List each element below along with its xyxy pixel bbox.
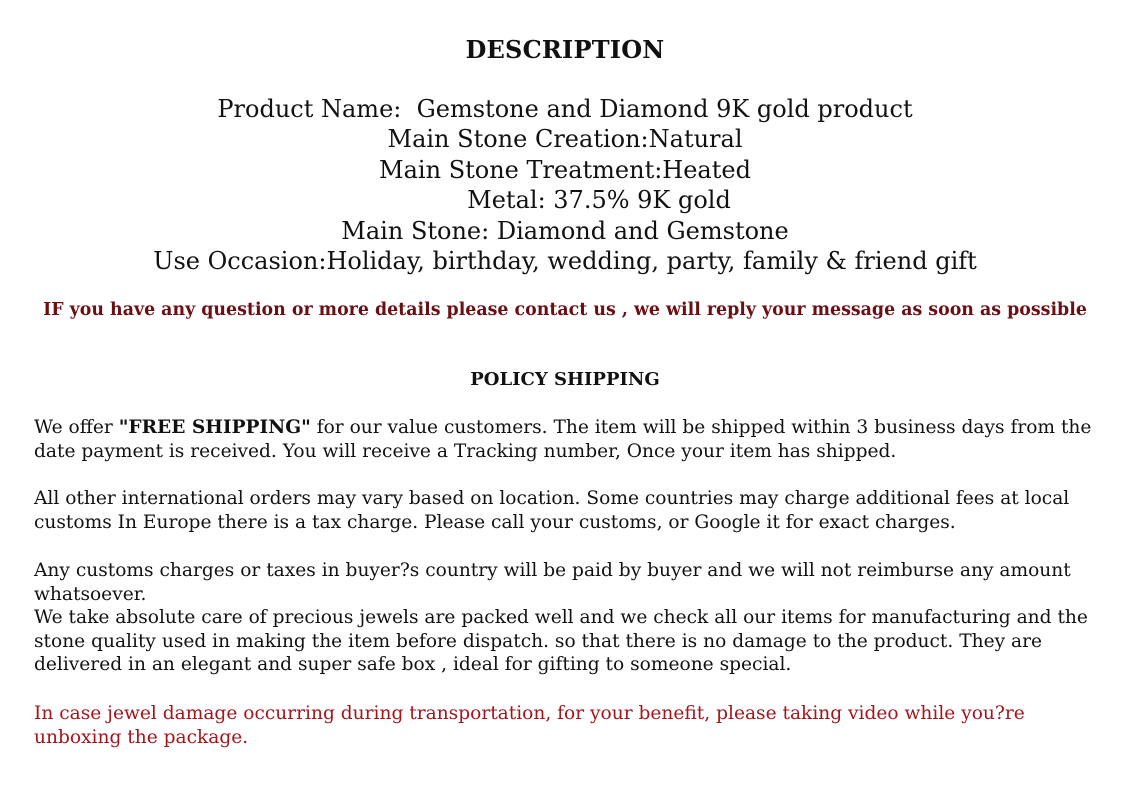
product-specs — [0, 94, 1130, 276]
international-orders-paragraph: All other international orders may vary based on location. Some countries may charge additional fees at local customs In Europe there is a tax charge. Please call your customs, or Google it for exact charges. — [34, 488, 1070, 533]
contact-note: IF you have any question or more details please contact us , we will reply your message as soon as possible — [43, 300, 1087, 320]
policy-shipping-heading: POLICY SHIPPING — [470, 369, 660, 390]
free-shipping-highlight: "FREE SHIPPING" — [118, 417, 311, 438]
description-heading: DESCRIPTION — [465, 35, 665, 64]
spec-use-occasion: Use Occasion:Holiday, birthday, wedding, party, family & friend gift — [153, 247, 977, 276]
packaging-care-paragraph: We take absolute care of precious jewels are packed well and we check all our items for manufacturing and the stone quality used in making the item before dispatch. so that there is no damage to the product. They are delivered in an elegant and super safe box , ideal for gifting to someone special. — [34, 607, 1088, 676]
spec-metal: Metal: 37.5% 9K gold — [467, 186, 731, 215]
free-shipping-details: for our value customers. The item will be shipped within 3 business days from the date payment is received. You will receive a Tracking number, Once your item has shipped. — [34, 417, 1092, 462]
customs-charges-paragraph: Any customs charges or taxes in buyer?s country will be paid by buyer and we will not reimburse any amount whatsoever. — [34, 560, 1071, 605]
spec-main-stone-treatment: Main Stone Treatment:Heated — [379, 155, 751, 184]
spec-product-name: Product Name: Gemstone and Diamond 9K gold product — [217, 95, 913, 123]
spec-main-stone-creation: Main Stone Creation:Natural — [387, 125, 743, 154]
free-shipping-intro: We offer — [34, 417, 119, 438]
spec-main-stone: Main Stone: Diamond and Gemstone — [341, 216, 789, 245]
free-shipping-paragraph — [34, 416, 1096, 463]
damage-warning-paragraph: In case jewel damage occurring during transportation, for your benefit, please taking video while you?re unboxing the package. — [34, 703, 1025, 748]
